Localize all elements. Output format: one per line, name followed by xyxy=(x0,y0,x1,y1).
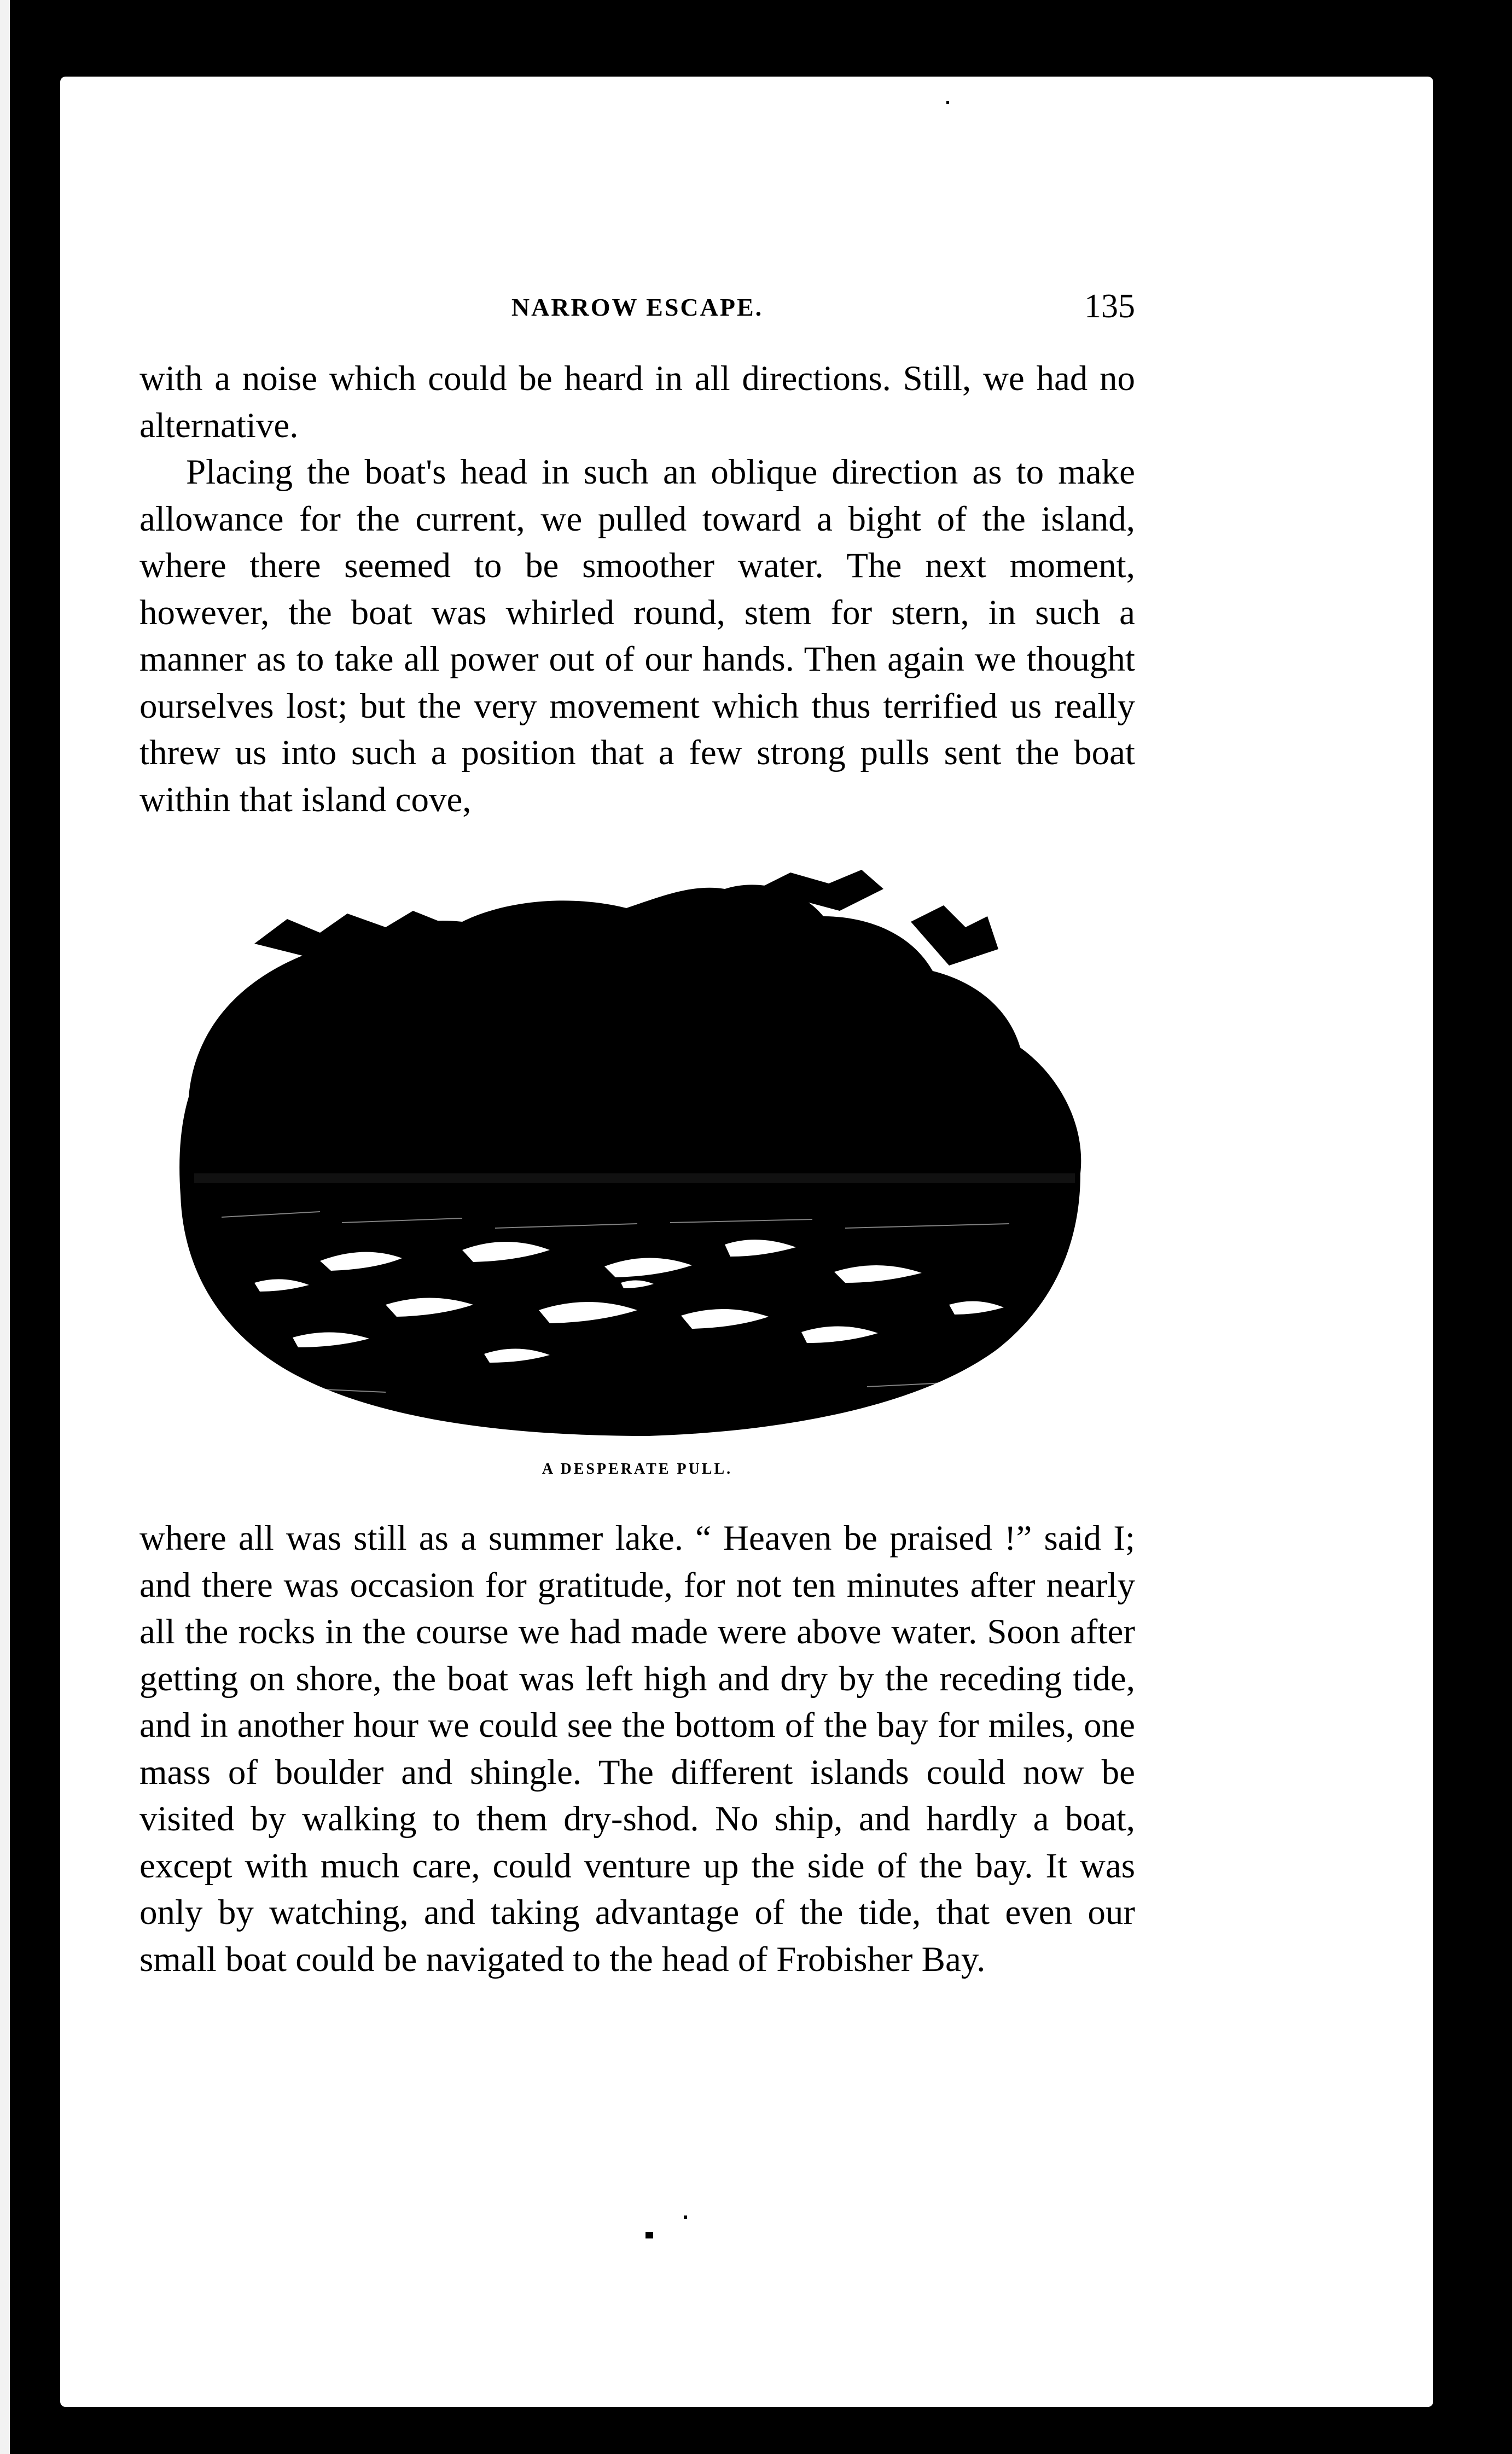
scan-speck xyxy=(684,2215,687,2219)
paragraph: with a noise which could be heard in all directions. Still, we had no alternative. xyxy=(139,359,1135,445)
scan-margin xyxy=(10,0,32,2454)
engraving-rough-water-icon xyxy=(156,867,1102,1458)
paragraph: Placing the boat's head in such an oblique direction as to make allowance for the current, we pulled toward a bight of the island, where there seemed to be smoother water. The next moment, however, the boat was whirled round, stem for stern, in such a manner as to take all power out of our hands. Then again we thought ourselves lost; but the very movement which thus terrified us really threw us into such a position that a few strong pulls sent the boat within that island cove, xyxy=(139,452,1135,819)
text-block-top xyxy=(139,356,1135,823)
scan-speck xyxy=(645,2232,653,2238)
illustration-caption: A DESPERATE PULL. xyxy=(542,1461,733,1478)
running-title: NARROW ESCAPE. xyxy=(511,293,764,321)
scan-edge xyxy=(0,0,10,2454)
text-block-bottom xyxy=(139,1515,1135,1983)
page-header xyxy=(139,287,1135,336)
paragraph: where all was still as a summer lake. “ Heaven be praised !” said I; and there was occasion for gratitude, for not ten minutes after nearly all the rocks in the course we had made were above water. Soon after getting on shore, the boat was left high and dry by the receding tide, and in another hour we could see the bottom of the bay for miles, one mass of boulder and shingle. The different islands could now be visited by walking to them dry-shod. No ship, and hardly a boat, except with much care, could venture up the side of the bay. It was only by watching, and taking advantage of the tide, that even our small boat could be navigated to the head of Frobisher Bay. xyxy=(139,1519,1135,1979)
scan-speck xyxy=(946,101,949,104)
page-number: 135 xyxy=(1084,288,1135,325)
